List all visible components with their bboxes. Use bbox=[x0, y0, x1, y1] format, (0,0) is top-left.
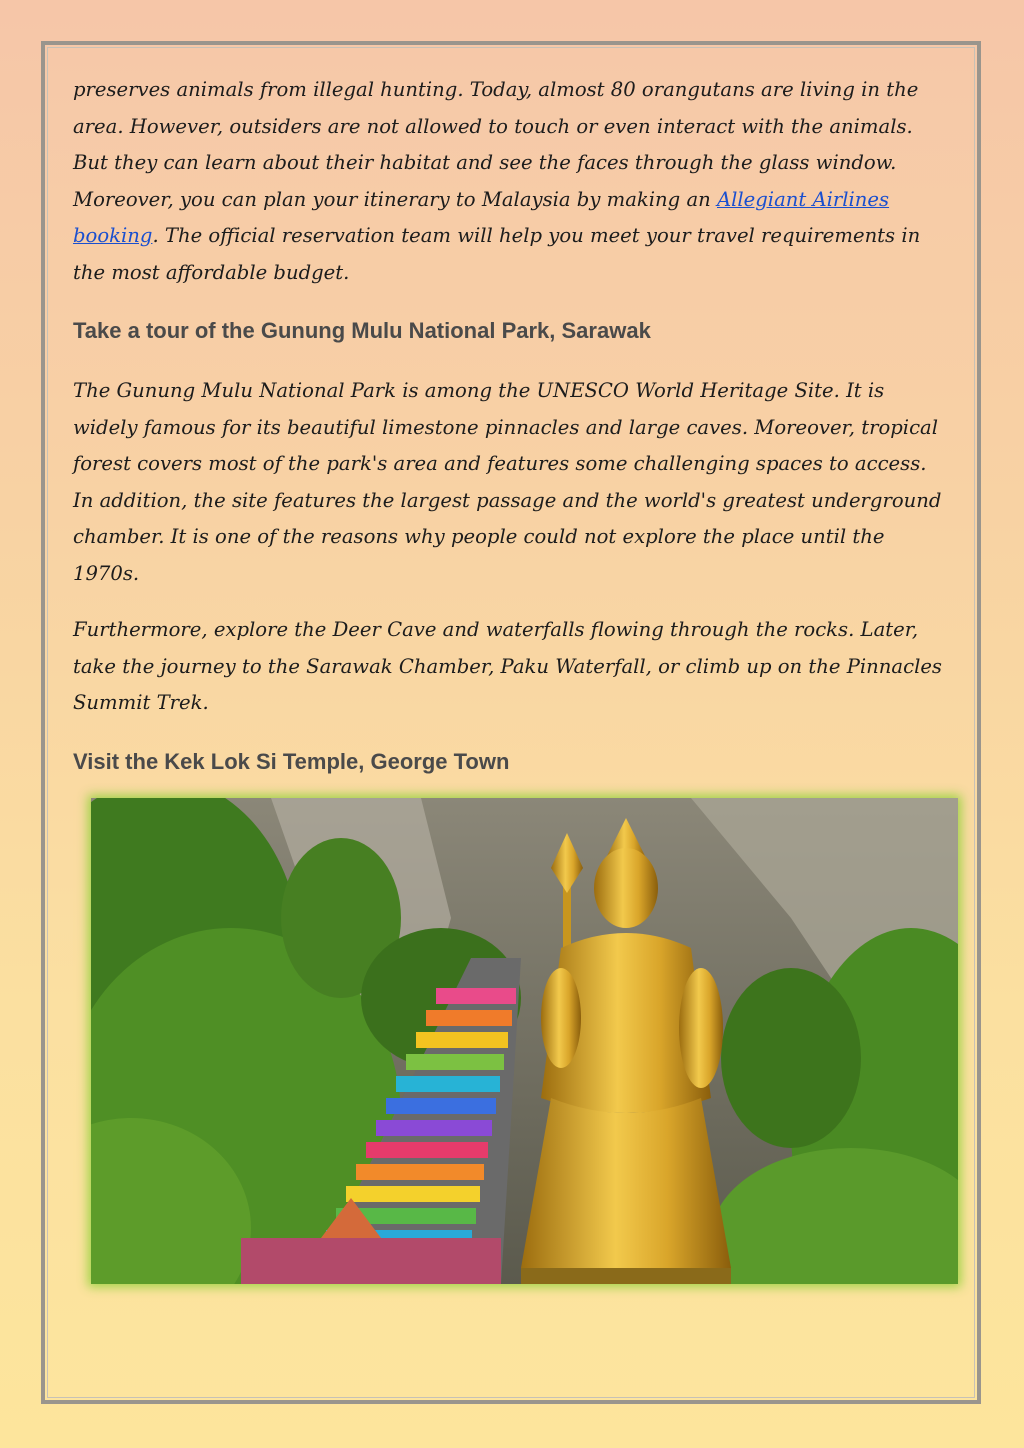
allegiant-airlines-booking-link[interactable]: Allegiant Airlines booking bbox=[73, 187, 890, 247]
temple-photo-illustration bbox=[91, 798, 958, 1284]
heading-kek-lok-si: Visit the Kek Lok Si Temple, George Town bbox=[73, 749, 510, 774]
paragraph-gunung-mulu: The Gunung Mulu National Park is among the UNESCO World Heritage Site. It is widely famous for its beautiful limestone pinnacles and large caves. Moreover, tropical forest covers most of the park's area and features some challenging spaces to access. In addition, the site features the largest passage and the world's greatest underground chamber. It is one of the reasons why people could not explore the place until the 1970s. bbox=[73, 379, 942, 585]
paragraph-text: . The official reservation team will help you meet your travel requirements in the most affordable budget. bbox=[73, 224, 921, 284]
paragraph-deer-cave: Furthermore, explore the Deer Cave and waterfalls flowing through the rocks. Later, take the journey to the Sarawak Chamber, Paku Waterfall, or climb up on the Pinnacles Summit Trek. bbox=[73, 618, 942, 714]
heading-gunung-mulu: Take a tour of the Gunung Mulu National Park, Sarawak bbox=[73, 318, 651, 343]
paragraph-text: preserves animals from illegal hunting. Today, almost 80 orangutans are living in the area. However, outsiders are not allowed to touch or even interact with the animals. But they can learn about their habitat and see the faces through the glass window. Moreover, you can plan your itinerary to Malaysia by making an bbox=[73, 78, 919, 211]
temple-photo bbox=[91, 798, 958, 1284]
paragraph-orangutans bbox=[73, 72, 953, 291]
